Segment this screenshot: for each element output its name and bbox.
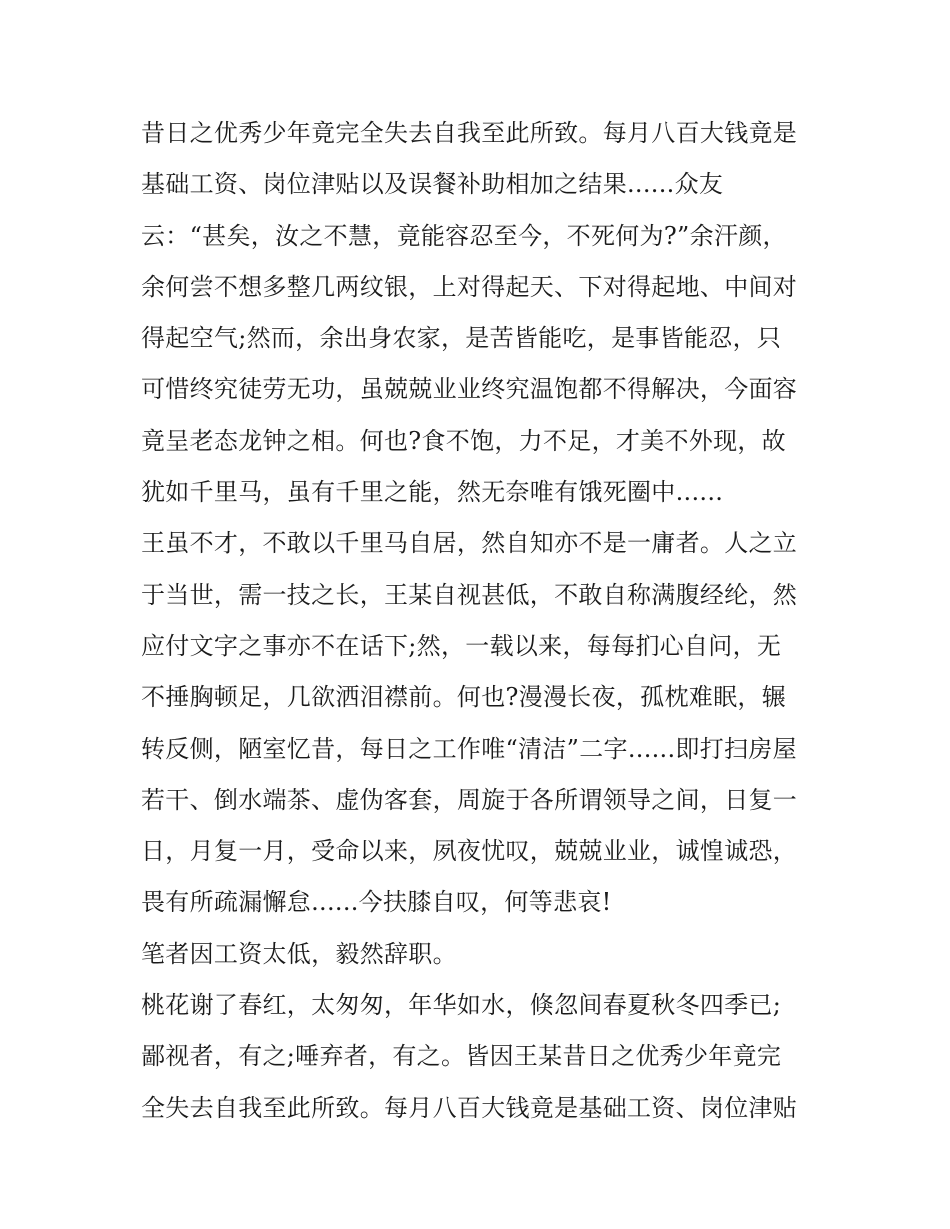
text-line: 桃花谢了春红，太匆匆，年华如水，倏忽间春夏秋冬四季已; [141,991,782,1020]
text-line: 犹如千里马，虽有千里之能，然无奈唯有饿死圈中...... [141,478,724,507]
text-line: 畏有所疏漏懈怠......今扶膝自叹，何等悲哀! [141,888,612,917]
text-line: 昔日之优秀少年竟完全失去自我至此所致。每月八百大钱竟是 [141,119,798,147]
text-line: 若干、倒水端茶、虚伪客套，周旋于各所谓领导之间，日复一 [141,785,798,814]
text-line: 笔者因工资太低，毅然辞职。 [141,939,457,968]
text-line: 全失去自我至此所致。每月八百大钱竟是基础工资、岗位津贴 [141,1093,798,1122]
text-line: 应付文字之事亦不在话下;然，一载以来，每每扪心自问，无 [141,631,782,660]
text-line: 不捶胸顿足，几欲洒泪襟前。何也?漫漫长夜，孤枕难眠，辗 [141,683,786,712]
text-line: 竟呈老态龙钟之相。何也?食不饱，力不足，才美不外现，故 [141,426,786,455]
text-line: 可惜终究徒劳无功，虽兢兢业业终究温饱都不得解决，今面容 [141,375,798,404]
text-line: 王虽不才，不敢以千里马自居，然自知亦不是一庸者。人之立 [141,529,798,558]
text-line: 基础工资、岗位津贴以及误餐补助相加之结果......众友 [141,170,724,199]
text-line: 日，月复一月，受命以来，夙夜忧叹，兢兢业业，诚惶诚恐， [141,837,798,866]
text-line: 得起空气;然而，余出身农家，是苦皆能吃，是事皆能忍，只 [141,324,782,353]
text-line: 云：“甚矣，汝之不慧，竟能容忍至今，不死何为?”余汗颜， [141,221,787,250]
text-line: 于当世，需一技之长，王某自视甚低，不敢自称满腹经纶，然 [141,580,798,609]
document-text-body [141,108,821,1134]
text-line: 余何尝不想多整几两纹银，上对得起天、下对得起地、中间对 [141,272,798,301]
text-line: 鄙视者，有之;唾弃者，有之。皆因王某昔日之优秀少年竟完 [141,1042,782,1071]
text-line: 转反侧，陋室忆昔，每日之工作唯“清洁”二字......即打扫房屋 [141,734,797,763]
